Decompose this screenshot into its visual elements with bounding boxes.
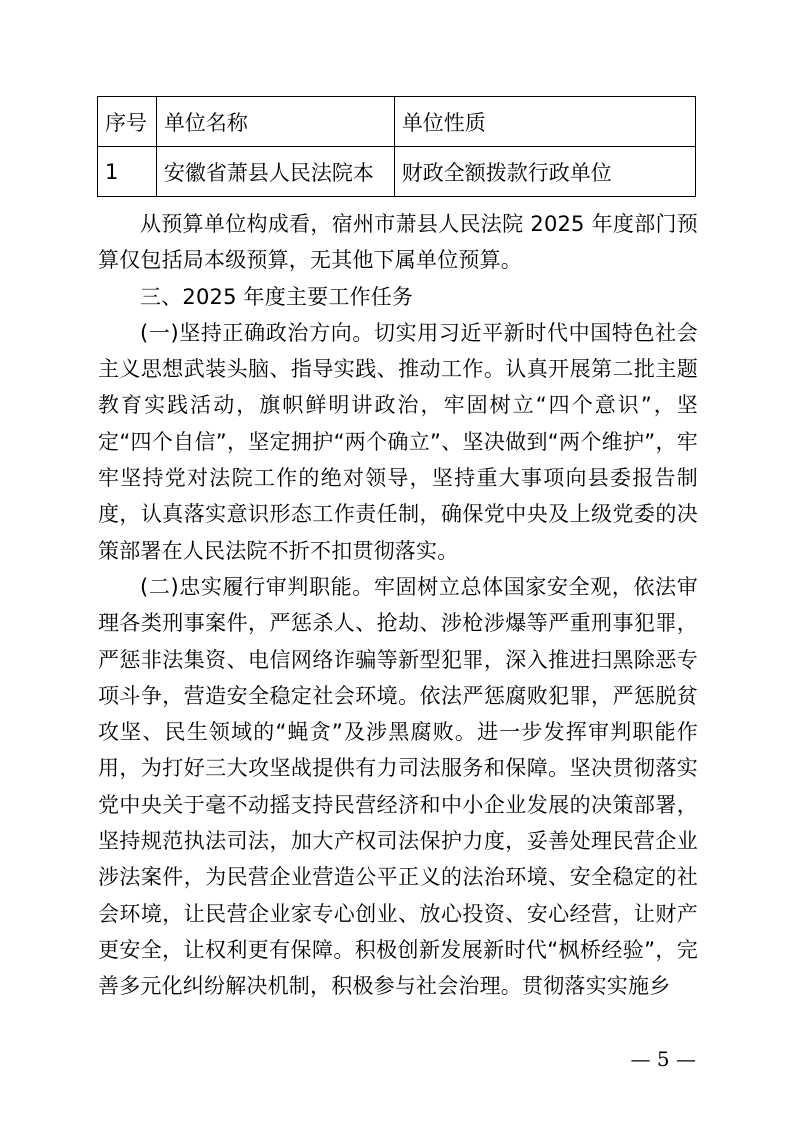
paragraph-political-direction: (一)坚持正确政治方向。切实用习近平新时代中国特色社会主义思想武装头脑、指导实践、推动工作。认真开展第二批主题教育实践活动，旗帜鲜明讲政治，牢固树立“四个意识”，坚定“四个自信”，坚定拥护“两个确立”、坚决做到“两个维护”，牢牢坚持党对法院工作的绝对领导，坚持重大事项向县委报告制度，认真落实意识形态工作责任制，确保党中央及上级党委的决策部署在人民法院不折不扣贯彻落实。 — [98, 320, 698, 563]
paragraph-trial-functions: (二)忠实履行审判职能。牢固树立总体国家安全观，依法审理各类刑事案件，严惩杀人、抢劫、涉枪涉爆等严重刑事犯罪，严惩非法集资、电信网络诈骗等新型犯罪，深入推进扫黑除恶专项斗争，营造安全稳定社会环境。依法严惩腐败犯罪，严惩脱贫攻坚、民生领域的“蝇贪”及涉黑腐败。进一步发挥审判职能作用，为打好三大攻坚战提供有力司法服务和保障。坚决贯彻落实党中央关于毫不动摇支持民营经济和中小企业发展的决策部署，坚持规范执法司法，加大产权司法保护力度，妥善处理民营企业涉法案件，为民营企业营造公平正义的法治环境、安全稳定的社会环境，让民营企业家专心创业、放心投资、安心经营，让财产更安全，让权利更有保障。积极创新发展新时代“枫桥经验”，完善多元化纠纷解决机制，积极参与社会治理。贯彻落实实施乡 — [98, 574, 698, 999]
table-header-row — [98, 97, 696, 147]
page-number: — 5 — — [630, 1047, 696, 1071]
budget-unit-table — [97, 96, 696, 197]
cell-index: 1 — [98, 147, 157, 197]
body-text — [98, 206, 698, 1005]
table-row — [98, 147, 696, 197]
header-cell-unit-name: 单位名称 — [156, 97, 394, 147]
paragraph-budget-composition: 从预算单位构成看，宿州市萧县人民法院 2025 年度部门预算仅包括局本级预算，无其他下属单位预算。 — [98, 212, 698, 273]
header-cell-index: 序号 — [98, 97, 157, 147]
section-heading-main-tasks: 三、2025 年度主要工作任务 — [140, 284, 414, 309]
cell-unit-nature: 财政全额拨款行政单位 — [394, 147, 695, 197]
header-cell-unit-nature: 单位性质 — [394, 97, 695, 147]
cell-unit-name: 安徽省萧县人民法院本 — [156, 147, 394, 197]
